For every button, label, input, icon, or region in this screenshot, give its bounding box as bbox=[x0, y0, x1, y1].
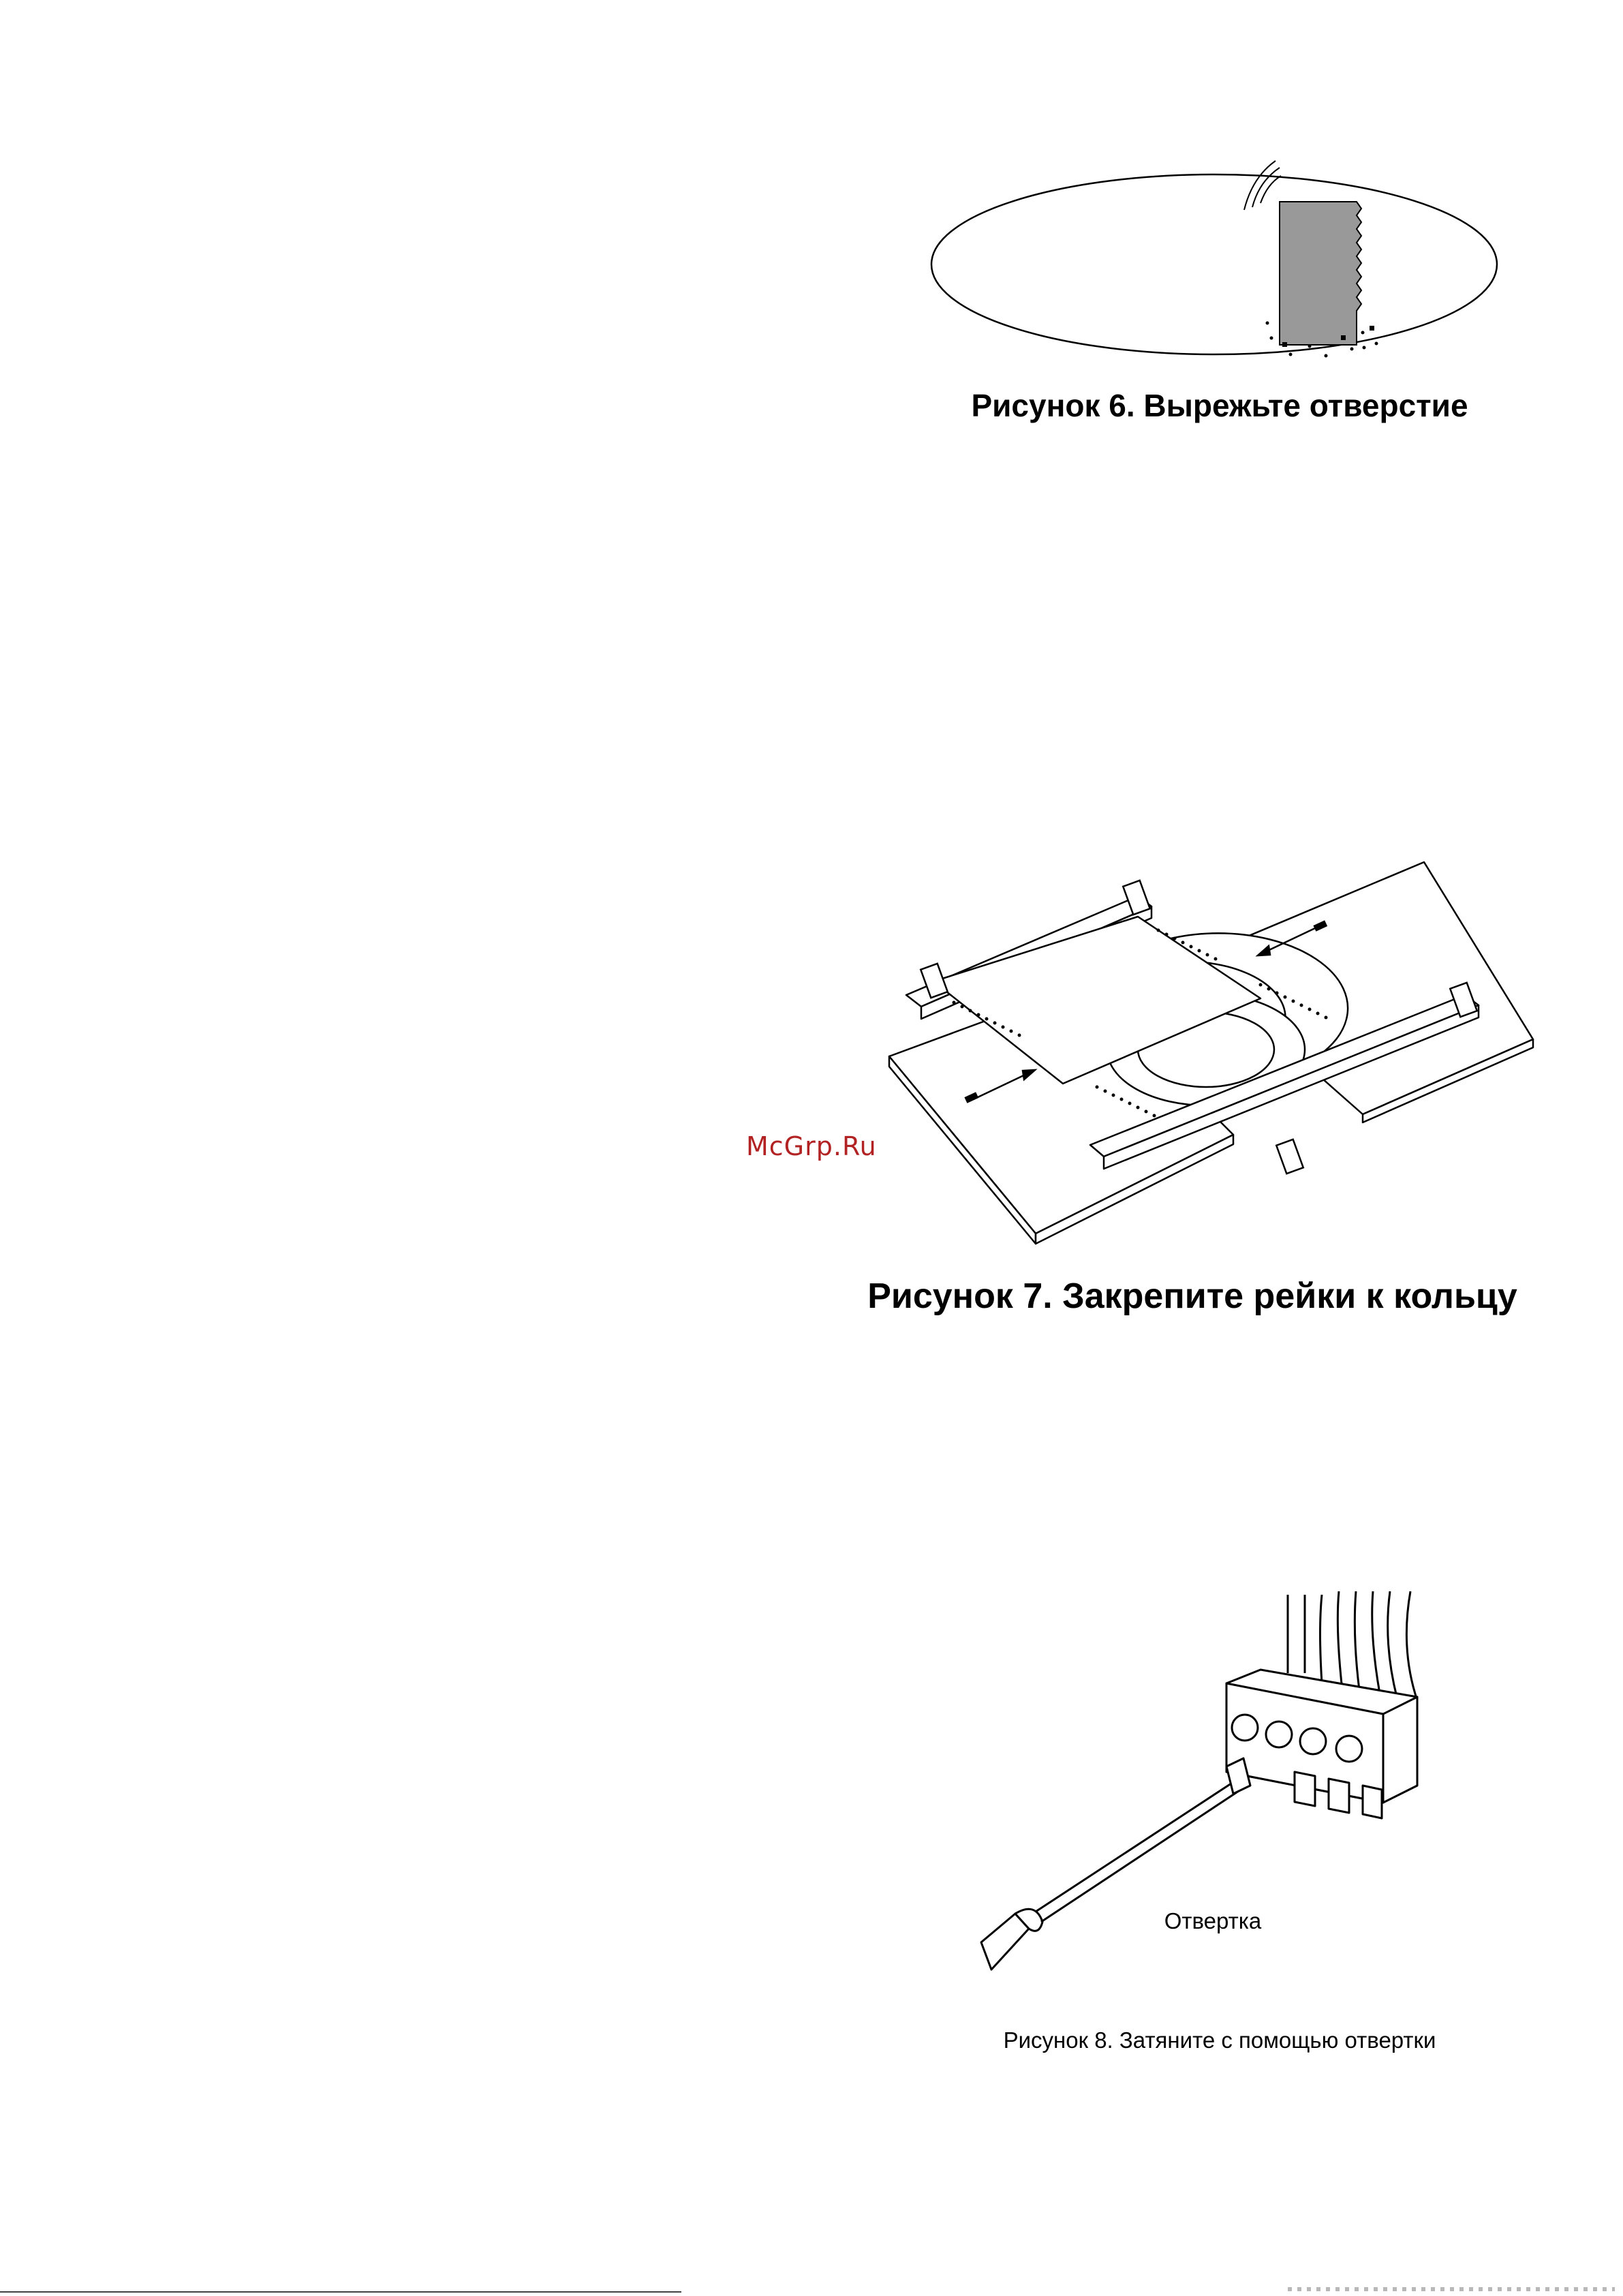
figure-8-caption: Рисунок 8. Затяните с помощью отвертки bbox=[1003, 2027, 1436, 2053]
watermark-text: McGrp.Ru bbox=[746, 1131, 877, 1161]
saw-blade-icon bbox=[1280, 202, 1361, 345]
footer-dots bbox=[1288, 2287, 1615, 2291]
figure-7-illustration bbox=[879, 855, 1547, 1251]
figure-6-caption: Рисунок 6. Вырежьте отверстие bbox=[971, 388, 1468, 423]
figure-6-illustration bbox=[920, 150, 1513, 368]
clip-icon bbox=[1276, 1139, 1303, 1174]
ceiling-ellipse bbox=[931, 174, 1497, 354]
terminal-block-icon bbox=[1226, 1670, 1417, 1818]
screwdriver-icon bbox=[981, 1758, 1250, 1970]
footer-rule bbox=[0, 2291, 681, 2293]
vibration-lines-icon bbox=[1244, 161, 1281, 210]
figure-7-caption: Рисунок 7. Закрепите рейки к кольцу bbox=[867, 1276, 1517, 1316]
figure-8-screwdriver-label: Отвертка bbox=[1164, 1908, 1262, 1933]
figure-8-illustration bbox=[974, 1588, 1451, 2010]
